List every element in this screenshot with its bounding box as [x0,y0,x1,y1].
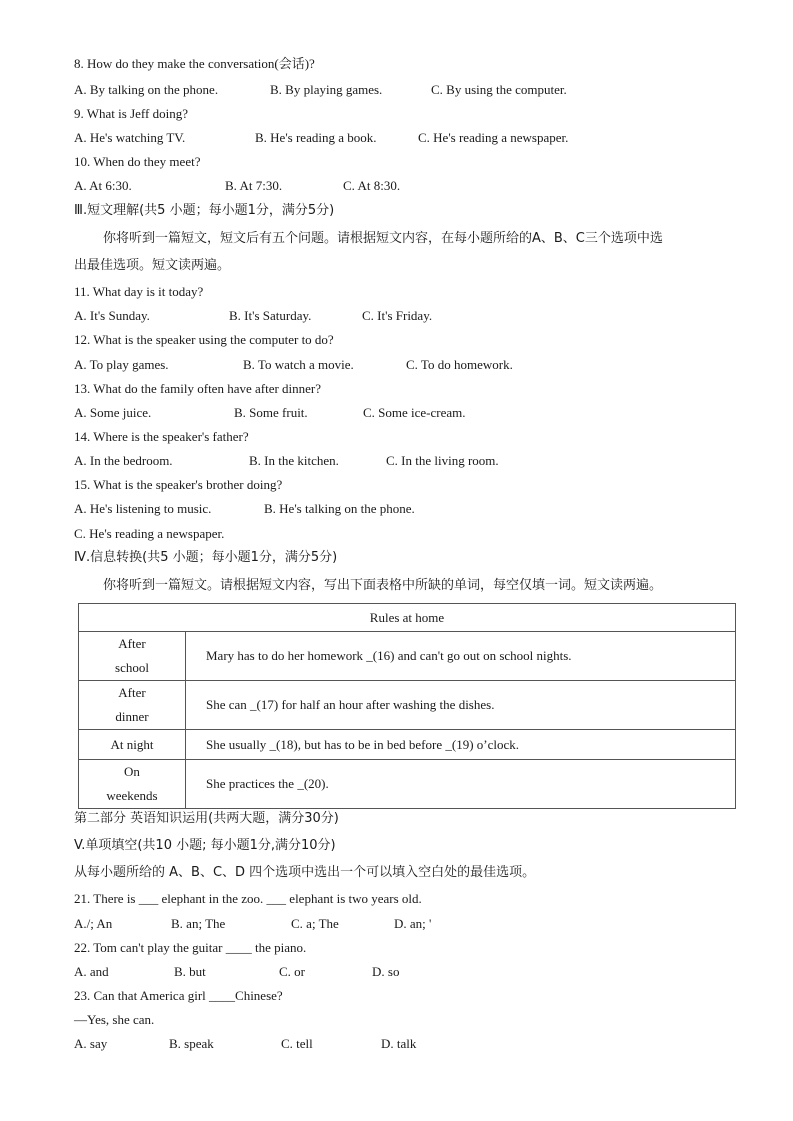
q14-option-b: B. In the kitchen. [249,453,339,468]
table-title: Rules at home [79,604,736,632]
row-label-line2: dinner [115,709,149,724]
row-text: She usually _(18), but has to be in bed before _(19) o’clock. [186,730,736,760]
row-label [79,632,186,681]
q9-option-a: A. He's watching TV. [74,130,186,145]
row-label-line1: After [118,636,146,651]
question-23: 23. Can that America girl ____Chinese? [74,988,283,1003]
question-12: 12. What is the speaker using the computer to do? [74,332,334,347]
q10-option-a: A. At 6:30. [74,178,132,193]
question-11: 11. What day is it today? [74,284,204,299]
q14-option-c: C. In the living room. [386,453,499,468]
table-row [79,730,736,760]
question-13: 13. What do the family often have after dinner? [74,381,322,396]
q21-option-c: C. a; The [291,916,339,931]
table-row [79,632,736,681]
q8-option-a: A. By talking on the phone. [74,82,219,97]
q11-option-c: C. It's Friday. [362,308,433,323]
q9-option-c: C. He's reading a newspaper. [418,130,569,145]
q15-option-b: B. He's talking on the phone. [264,501,415,516]
q12-option-c: C. To do homework. [406,357,513,372]
q23-option-b: B. speak [169,1036,214,1051]
row-label-line1: On [124,764,140,779]
q13-option-c: C. Some ice-cream. [363,405,466,420]
q21-option-d: D. an; ' [394,916,432,931]
q12-option-a: A. To play games. [74,357,169,372]
question-15: 15. What is the speaker's brother doing? [74,477,283,492]
question-9: 9. What is Jeff doing? [74,106,188,121]
q10-option-c: C. At 8:30. [343,178,401,193]
q15-option-c: C. He's reading a newspaper. [74,526,225,541]
section-3-instruction-line1: 你将听到一篇短文，短文后有五个问题。请根据短文内容，在每小题所给的A、B、C三个选项中选 [103,231,663,246]
row-text: She can _(17) for half an hour after washing the dishes. [186,681,736,730]
q11-option-b: B. It's Saturday. [229,308,312,323]
section-3-instruction-line2: 出最佳选项。短文读两遍。 [74,258,231,273]
section-5-instruction: 从每小题所给的 A、B、C、D 四个选项中选出一个可以填入空白处的最佳选项。 [74,865,536,880]
table-row [79,760,736,809]
part-2-title: 第二部分 英语知识运用(共两大题，满分30分) [74,811,339,826]
question-8: 8. How do they make the conversation(会话)? [74,56,315,71]
q22-option-b: B. but [174,964,206,979]
q11-option-a: A. It's Sunday. [74,308,150,323]
table-row [79,681,736,730]
q13-option-a: A. Some juice. [74,405,152,420]
q13-option-b: B. Some fruit. [234,405,308,420]
q22-option-a: A. and [74,964,109,979]
section-5-title: V.单项填空(共10 小题; 每小题1分,满分10分) [74,838,336,853]
q22-option-c: C. or [279,964,305,979]
row-label [79,760,186,809]
row-label-line1: After [118,685,146,700]
q14-option-a: A. In the bedroom. [74,453,173,468]
question-14: 14. Where is the speaker's father? [74,429,249,444]
q15-option-a: A. He's listening to music. [74,501,212,516]
rules-table [78,603,736,809]
q21-option-a: A./; An [74,916,113,931]
q23-option-c: C. tell [281,1036,313,1051]
q12-option-b: B. To watch a movie. [243,357,354,372]
section-4-instruction: 你将听到一篇短文。请根据短文内容，写出下面表格中所缺的单词，每空仅填一词。短文读两遍。 [103,578,663,593]
q23-option-a: A. say [74,1036,108,1051]
question-10: 10. When do they meet? [74,154,201,169]
q22-option-d: D. so [372,964,400,979]
row-label-line2: weekends [106,788,158,803]
q21-option-b: B. an; The [171,916,226,931]
q23-option-d: D. talk [381,1036,417,1051]
section-4-title: Ⅳ.信息转换(共5 小题；每小题1分，满分5分) [74,550,338,565]
q8-option-b: B. By playing games. [270,82,383,97]
row-label: At night [79,730,186,760]
question-21: 21. There is ___ elephant in the zoo. ___ elephant is two years old. [74,891,422,906]
row-label-line2: school [115,660,149,675]
q10-option-b: B. At 7:30. [225,178,283,193]
q9-option-b: B. He's reading a book. [255,130,377,145]
row-label [79,681,186,730]
row-text: Mary has to do her homework _(16) and can't go out on school nights. [186,632,736,681]
row-text: She practices the _(20). [186,760,736,809]
question-22: 22. Tom can't play the guitar ____ the piano. [74,940,307,955]
section-3-title: Ⅲ.短文理解(共5 小题；每小题1分，满分5分) [74,203,335,218]
q8-option-c: C. By using the computer. [431,82,567,97]
q23-reply: —Yes, she can. [74,1012,155,1027]
